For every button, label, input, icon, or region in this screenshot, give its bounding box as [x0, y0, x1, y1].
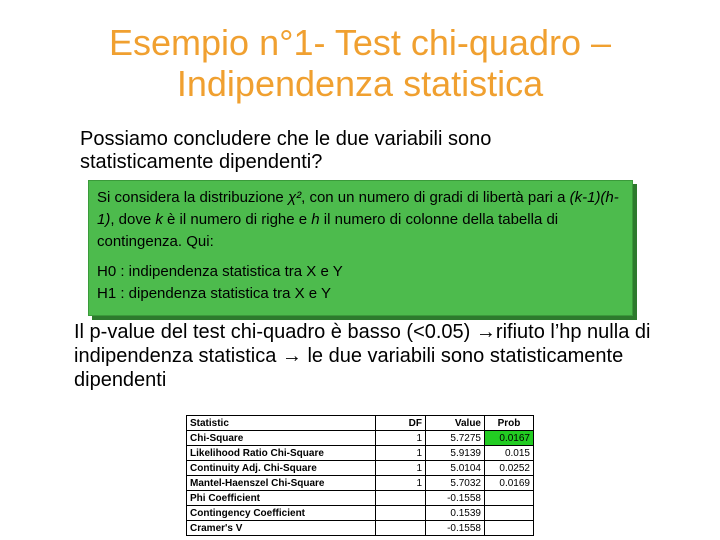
table-row [187, 491, 534, 506]
slide-title [40, 22, 680, 104]
table-header-row [187, 416, 534, 431]
cell-statistic: Phi Coefficient [187, 491, 376, 506]
def-text-c: , dove [110, 211, 156, 228]
def-text-e: il numero di colonne della tabella di contingenza. Qui: [97, 211, 559, 250]
cell-prob [485, 521, 534, 536]
conclusion-part-3: le due variabili sono statisticamente dipendenti [74, 345, 624, 391]
cell-statistic: Chi-Square [187, 431, 376, 446]
cell-statistic: Mantel-Haenszel Chi-Square [187, 476, 376, 491]
cell-df: 1 [376, 431, 426, 446]
arrow-right-icon: → [475, 321, 496, 343]
null-hypothesis: H0 : indipendenza statistica tra X e Y [97, 263, 343, 280]
def-text-a: Si considera la distribuzione [97, 189, 288, 206]
statistics-table [186, 415, 534, 536]
cell-value: 5.7275 [426, 431, 485, 446]
hypotheses [97, 261, 624, 305]
header-value: Value [426, 416, 485, 431]
table-row [187, 521, 534, 536]
cell-prob [485, 491, 534, 506]
cell-value: -0.1558 [426, 521, 485, 536]
chi-square-symbol: χ² [287, 189, 302, 206]
table-row [187, 446, 534, 461]
cell-df: 1 [376, 446, 426, 461]
h-symbol: h [311, 211, 320, 228]
def-text-d: è il numero di righe e [162, 211, 312, 228]
title-line-1: Esempio n°1- Test chi-quadro – [109, 22, 611, 63]
cell-value: 5.7032 [426, 476, 485, 491]
cell-prob: 0.0169 [485, 476, 534, 491]
cell-prob: 0.0252 [485, 461, 534, 476]
def-text-b: , con un numero di gradi di libertà pari a [301, 189, 570, 206]
cell-df: 1 [376, 461, 426, 476]
definition-box [88, 180, 633, 316]
conclusion-part-2: rifiuto l’hp nulla di indipendenza statistica [74, 321, 651, 367]
header-df: DF [376, 416, 426, 431]
alternative-hypothesis: H1 : dipendenza statistica tra X e Y [97, 285, 332, 302]
title-line-2: Indipendenza statistica [176, 63, 544, 104]
cell-df [376, 491, 426, 506]
cell-value: -0.1558 [426, 491, 485, 506]
cell-statistic: Contingency Coefficient [187, 506, 376, 521]
k-symbol: k [155, 211, 163, 228]
cell-prob [485, 506, 534, 521]
header-statistic: Statistic [187, 416, 376, 431]
definition-paragraph [97, 187, 624, 253]
arrow-right-icon: → [281, 345, 302, 367]
table-row [187, 461, 534, 476]
cell-value: 5.9139 [426, 446, 485, 461]
conclusion-text [74, 320, 674, 392]
table-row [187, 431, 534, 446]
question-text: Possiamo concludere che le due variabili sono statisticamente dipendenti? [80, 128, 492, 173]
table-row [187, 506, 534, 521]
conclusion-part-1: Il p-value del test chi-quadro è basso (<0.05) [74, 321, 476, 343]
cell-value: 0.1539 [426, 506, 485, 521]
cell-df: 1 [376, 476, 426, 491]
degrees-formula: (k-1)(h-1) [97, 189, 619, 228]
cell-df [376, 521, 426, 536]
table-row [187, 476, 534, 491]
header-prob: Prob [485, 416, 534, 431]
cell-statistic: Likelihood Ratio Chi-Square [187, 446, 376, 461]
cell-prob: 0.015 [485, 446, 534, 461]
cell-df [376, 506, 426, 521]
cell-value: 5.0104 [426, 461, 485, 476]
cell-statistic: Continuity Adj. Chi-Square [187, 461, 376, 476]
cell-prob-highlighted: 0.0167 [485, 431, 534, 446]
cell-statistic: Cramer's V [187, 521, 376, 536]
